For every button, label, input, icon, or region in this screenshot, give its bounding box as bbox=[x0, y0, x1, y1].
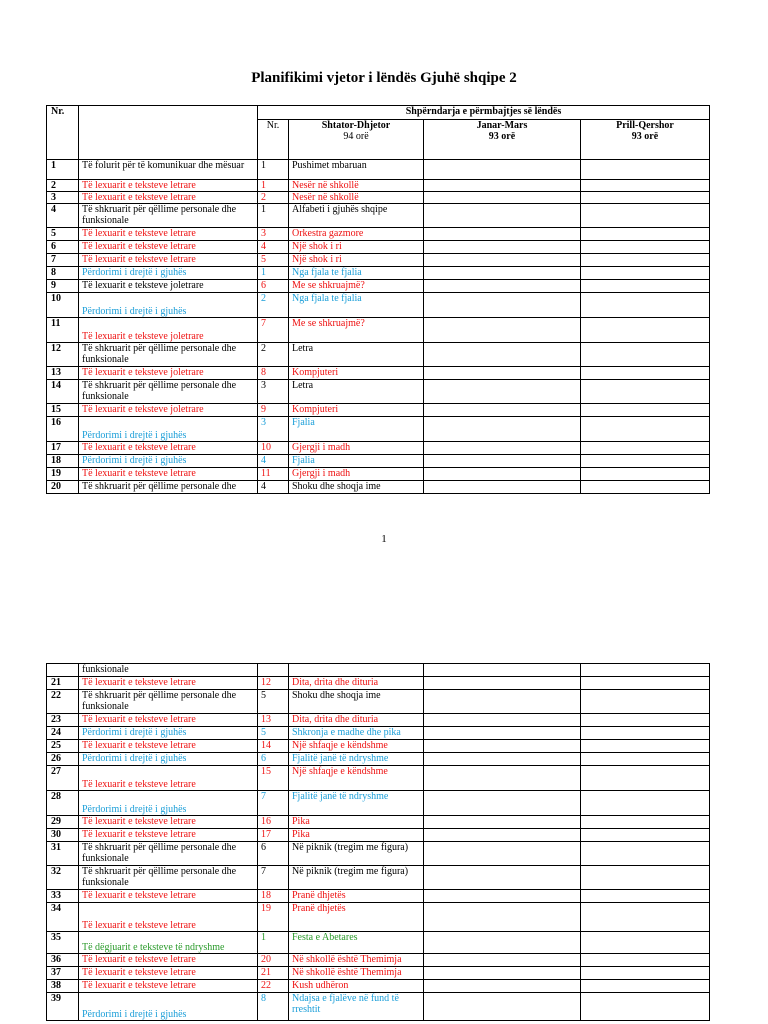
lesson-number: 18 bbox=[258, 890, 289, 903]
term-2-cell bbox=[424, 160, 581, 180]
lesson-topic: Pushimet mbaruan bbox=[289, 160, 424, 180]
term-2-cell bbox=[424, 677, 581, 690]
curriculum-area: Të lexuarit e teksteve letrare bbox=[79, 714, 258, 727]
row-number: 1 bbox=[47, 160, 79, 180]
table-row bbox=[47, 690, 710, 714]
curriculum-area: Të lexuarit e teksteve letrare bbox=[79, 677, 258, 690]
term-2-cell bbox=[424, 455, 581, 468]
row-number: 35 bbox=[47, 932, 79, 954]
term-2-cell bbox=[424, 380, 581, 404]
lesson-number: 8 bbox=[258, 367, 289, 380]
lesson-topic: Një shfaqje e këndshme bbox=[289, 766, 424, 791]
term-2-cell bbox=[424, 228, 581, 241]
table-row bbox=[47, 417, 710, 442]
curriculum-area: Të lexuarit e teksteve letrare bbox=[79, 816, 258, 829]
table-row bbox=[47, 903, 710, 932]
lesson-number: 1 bbox=[258, 267, 289, 280]
curriculum-area: funksionale bbox=[79, 664, 258, 677]
term-3-cell bbox=[581, 192, 710, 204]
curriculum-area: Të lexuarit e teksteve letrare bbox=[79, 766, 258, 791]
curriculum-area: Të lexuarit e teksteve letrare bbox=[79, 967, 258, 980]
term-3-cell bbox=[581, 816, 710, 829]
curriculum-area: Përdorimi i drejtë i gjuhës bbox=[79, 791, 258, 816]
lesson-number: 20 bbox=[258, 954, 289, 967]
lesson-topic: Nesër në shkollë bbox=[289, 192, 424, 204]
curriculum-area: Të lexuarit e teksteve letrare bbox=[79, 954, 258, 967]
curriculum-area: Përdorimi i drejtë i gjuhës bbox=[79, 455, 258, 468]
row-number: 4 bbox=[47, 204, 79, 228]
term-2-cell bbox=[424, 343, 581, 367]
term-2-cell bbox=[424, 816, 581, 829]
term-2-cell bbox=[424, 481, 581, 494]
lesson-topic: Nga fjala te fjalia bbox=[289, 267, 424, 280]
term-2-cell bbox=[424, 664, 581, 677]
lesson-number: 9 bbox=[258, 404, 289, 417]
lesson-number: 1 bbox=[258, 160, 289, 180]
term-2-cell bbox=[424, 903, 581, 932]
term-3-cell bbox=[581, 280, 710, 293]
term-3-cell bbox=[581, 404, 710, 417]
term-3-cell bbox=[581, 980, 710, 993]
curriculum-area: Të lexuarit e teksteve letrare bbox=[79, 442, 258, 455]
lesson-topic: Kush udhëron bbox=[289, 980, 424, 993]
row-number: 24 bbox=[47, 727, 79, 740]
lesson-topic: Shkronja e madhe dhe pika bbox=[289, 727, 424, 740]
term-2-cell bbox=[424, 404, 581, 417]
table-row bbox=[47, 967, 710, 980]
lesson-topic bbox=[289, 664, 424, 677]
curriculum-area: Të lexuarit e teksteve letrare bbox=[79, 228, 258, 241]
curriculum-area: Të lexuarit e teksteve letrare bbox=[79, 980, 258, 993]
row-number: 17 bbox=[47, 442, 79, 455]
lesson-topic: Me se shkruajmë? bbox=[289, 318, 424, 343]
term-3-cell bbox=[581, 380, 710, 404]
term-2-cell bbox=[424, 842, 581, 866]
term-3-cell bbox=[581, 228, 710, 241]
lesson-number: 17 bbox=[258, 829, 289, 842]
row-number: 31 bbox=[47, 842, 79, 866]
table-row bbox=[47, 228, 710, 241]
header-term-1 bbox=[289, 120, 424, 160]
table-row bbox=[47, 993, 710, 1021]
lesson-number: 4 bbox=[258, 455, 289, 468]
term-3-cell bbox=[581, 343, 710, 367]
term-3-cell bbox=[581, 180, 710, 192]
table-row bbox=[47, 442, 710, 455]
lesson-topic: Fjalitë janë të ndryshme bbox=[289, 753, 424, 766]
term-2-cell bbox=[424, 766, 581, 791]
table-row bbox=[47, 404, 710, 417]
lesson-topic: Gjergji i madh bbox=[289, 468, 424, 481]
lesson-number: 7 bbox=[258, 866, 289, 890]
term-2-cell bbox=[424, 267, 581, 280]
lesson-number: 3 bbox=[258, 380, 289, 404]
lesson-topic: Shoku dhe shoqja ime bbox=[289, 481, 424, 494]
lesson-number: 7 bbox=[258, 791, 289, 816]
lesson-topic: Pranë dhjetës bbox=[289, 890, 424, 903]
lesson-number: 19 bbox=[258, 903, 289, 932]
lesson-topic: Në shkollë është Themimja bbox=[289, 954, 424, 967]
term-2-cell bbox=[424, 714, 581, 727]
lesson-number: 22 bbox=[258, 980, 289, 993]
row-number: 27 bbox=[47, 766, 79, 791]
table-row bbox=[47, 866, 710, 890]
term-3-cell bbox=[581, 160, 710, 180]
term-2-cell bbox=[424, 829, 581, 842]
table-row bbox=[47, 160, 710, 180]
term-3-cell bbox=[581, 481, 710, 494]
lesson-topic: Ndajsa e fjalëve në fund të rreshtit bbox=[289, 993, 424, 1021]
curriculum-area: Përdorimi i drejtë i gjuhës bbox=[79, 417, 258, 442]
row-number: 11 bbox=[47, 318, 79, 343]
table-row bbox=[47, 954, 710, 967]
table-row bbox=[47, 204, 710, 228]
term-2-label: Janar-Mars bbox=[476, 120, 528, 131]
lesson-topic: Gjergji i madh bbox=[289, 442, 424, 455]
curriculum-area: Të shkruarit për qëllime personale dhe funksionale bbox=[79, 842, 258, 866]
row-number: 26 bbox=[47, 753, 79, 766]
term-2-cell bbox=[424, 890, 581, 903]
lesson-number: 21 bbox=[258, 967, 289, 980]
term-3-cell bbox=[581, 690, 710, 714]
term-2-cell bbox=[424, 690, 581, 714]
term-3-cell bbox=[581, 727, 710, 740]
curriculum-area: Përdorimi i drejtë i gjuhës bbox=[79, 727, 258, 740]
row-number: 32 bbox=[47, 866, 79, 890]
header-term-2 bbox=[424, 120, 581, 160]
row-number: 38 bbox=[47, 980, 79, 993]
lesson-number bbox=[258, 664, 289, 677]
lesson-number: 7 bbox=[258, 318, 289, 343]
lesson-number: 4 bbox=[258, 481, 289, 494]
table-row bbox=[47, 192, 710, 204]
curriculum-area: Të shkruarit për qëllime personale dhe funksionale bbox=[79, 204, 258, 228]
term-2-hours: 93 orë bbox=[488, 131, 516, 142]
table-row bbox=[47, 753, 710, 766]
table-row bbox=[47, 714, 710, 727]
table-row bbox=[47, 932, 710, 954]
lesson-number: 1 bbox=[258, 932, 289, 954]
lesson-number: 8 bbox=[258, 993, 289, 1021]
lesson-number: 12 bbox=[258, 677, 289, 690]
header-term-3 bbox=[581, 120, 710, 160]
table-row bbox=[47, 829, 710, 842]
term-2-cell bbox=[424, 468, 581, 481]
term-3-cell bbox=[581, 954, 710, 967]
term-2-cell bbox=[424, 791, 581, 816]
lesson-topic: Letra bbox=[289, 380, 424, 404]
lesson-topic: Dita, drita dhe dituria bbox=[289, 677, 424, 690]
table-row bbox=[47, 380, 710, 404]
table-row bbox=[47, 740, 710, 753]
row-number: 9 bbox=[47, 280, 79, 293]
lesson-topic: Në shkollë është Themimja bbox=[289, 967, 424, 980]
term-2-cell bbox=[424, 442, 581, 455]
term-3-cell bbox=[581, 468, 710, 481]
term-2-cell bbox=[424, 866, 581, 890]
lesson-number: 5 bbox=[258, 690, 289, 714]
row-number: 3 bbox=[47, 192, 79, 204]
curriculum-area: Përdorimi i drejtë i gjuhës bbox=[79, 267, 258, 280]
curriculum-area: Të lexuarit e teksteve letrare bbox=[79, 468, 258, 481]
table-row bbox=[47, 241, 710, 254]
table-row bbox=[47, 481, 710, 494]
term-2-cell bbox=[424, 727, 581, 740]
row-number: 23 bbox=[47, 714, 79, 727]
curriculum-area: Të lexuarit e teksteve joletrare bbox=[79, 280, 258, 293]
term-3-cell bbox=[581, 890, 710, 903]
table-row bbox=[47, 816, 710, 829]
lesson-number: 10 bbox=[258, 442, 289, 455]
lesson-topic: Letra bbox=[289, 343, 424, 367]
table-row bbox=[47, 468, 710, 481]
curriculum-area: Të folurit për të komunikuar dhe mësuar bbox=[79, 160, 258, 180]
term-2-cell bbox=[424, 192, 581, 204]
table-row bbox=[47, 766, 710, 791]
table-row bbox=[47, 280, 710, 293]
curriculum-area: Përdorimi i drejtë i gjuhës bbox=[79, 293, 258, 318]
row-number: 22 bbox=[47, 690, 79, 714]
term-3-cell bbox=[581, 417, 710, 442]
term-2-cell bbox=[424, 967, 581, 980]
curriculum-area: Të lexuarit e teksteve letrare bbox=[79, 829, 258, 842]
row-number: 37 bbox=[47, 967, 79, 980]
row-number: 19 bbox=[47, 468, 79, 481]
table-row bbox=[47, 180, 710, 192]
lesson-topic: Fjalitë janë të ndryshme bbox=[289, 791, 424, 816]
lesson-topic: Orkestra gazmore bbox=[289, 228, 424, 241]
curriculum-area: Të lexuarit e teksteve letrare bbox=[79, 192, 258, 204]
term-3-cell bbox=[581, 367, 710, 380]
row-number: 5 bbox=[47, 228, 79, 241]
row-number: 25 bbox=[47, 740, 79, 753]
term-3-cell bbox=[581, 442, 710, 455]
term-3-label: Prill-Qershor bbox=[616, 120, 674, 131]
row-number: 13 bbox=[47, 367, 79, 380]
curriculum-area: Të lexuarit e teksteve letrare bbox=[79, 254, 258, 267]
lesson-topic: Nesër në shkollë bbox=[289, 180, 424, 192]
row-number: 15 bbox=[47, 404, 79, 417]
curriculum-area: Të lexuarit e teksteve letrare bbox=[79, 890, 258, 903]
term-3-hours: 93 orë bbox=[631, 131, 659, 142]
row-number: 20 bbox=[47, 481, 79, 494]
lesson-number: 2 bbox=[258, 192, 289, 204]
lesson-number: 4 bbox=[258, 241, 289, 254]
lesson-topic: Alfabeti i gjuhës shqipe bbox=[289, 204, 424, 228]
term-1-hours: 94 orë bbox=[343, 131, 369, 142]
table-row bbox=[47, 293, 710, 318]
term-3-cell bbox=[581, 903, 710, 932]
term-2-cell bbox=[424, 993, 581, 1021]
curriculum-area: Të lexuarit e teksteve joletrare bbox=[79, 404, 258, 417]
term-3-cell bbox=[581, 204, 710, 228]
row-number: 2 bbox=[47, 180, 79, 192]
row-number: 18 bbox=[47, 455, 79, 468]
plan-table-page-1 bbox=[46, 105, 710, 494]
term-2-cell bbox=[424, 954, 581, 967]
lesson-number: 3 bbox=[258, 228, 289, 241]
lesson-topic: Një shok i ri bbox=[289, 254, 424, 267]
row-number: 7 bbox=[47, 254, 79, 267]
curriculum-area: Të shkruarit për qëllime personale dhe bbox=[79, 481, 258, 494]
term-2-cell bbox=[424, 367, 581, 380]
curriculum-area: Përdorimi i drejtë i gjuhës bbox=[79, 753, 258, 766]
table-row bbox=[47, 890, 710, 903]
lesson-topic: Me se shkruajmë? bbox=[289, 280, 424, 293]
curriculum-area: Të lexuarit e teksteve letrare bbox=[79, 740, 258, 753]
curriculum-area: Të shkruarit për qëllime personale dhe funksionale bbox=[79, 866, 258, 890]
term-3-cell bbox=[581, 740, 710, 753]
lesson-number: 15 bbox=[258, 766, 289, 791]
table-row bbox=[47, 664, 710, 677]
lesson-topic: Një shfaqje e këndshme bbox=[289, 740, 424, 753]
row-number: 21 bbox=[47, 677, 79, 690]
row-number: 33 bbox=[47, 890, 79, 903]
lesson-number: 5 bbox=[258, 727, 289, 740]
table-row bbox=[47, 677, 710, 690]
term-2-cell bbox=[424, 204, 581, 228]
header-nr: Nr. bbox=[47, 106, 79, 160]
term-3-cell bbox=[581, 241, 710, 254]
lesson-topic: Festa e Abetares bbox=[289, 932, 424, 954]
term-3-cell bbox=[581, 254, 710, 267]
term-3-cell bbox=[581, 664, 710, 677]
row-number: 10 bbox=[47, 293, 79, 318]
lesson-number: 6 bbox=[258, 280, 289, 293]
term-3-cell bbox=[581, 993, 710, 1021]
lesson-topic: Pranë dhjetës bbox=[289, 903, 424, 932]
table-row bbox=[47, 367, 710, 380]
curriculum-area: Të lexuarit e teksteve letrare bbox=[79, 903, 258, 932]
table-row bbox=[47, 980, 710, 993]
term-2-cell bbox=[424, 241, 581, 254]
lesson-topic: Nga fjala te fjalia bbox=[289, 293, 424, 318]
row-number: 6 bbox=[47, 241, 79, 254]
lesson-topic: Shoku dhe shoqja ime bbox=[289, 690, 424, 714]
term-2-cell bbox=[424, 254, 581, 267]
lesson-number: 6 bbox=[258, 753, 289, 766]
term-3-cell bbox=[581, 791, 710, 816]
row-number: 30 bbox=[47, 829, 79, 842]
curriculum-area: Të shkruarit për qëllime personale dhe funksionale bbox=[79, 343, 258, 367]
term-2-cell bbox=[424, 753, 581, 766]
term-3-cell bbox=[581, 714, 710, 727]
table-row bbox=[47, 455, 710, 468]
lesson-topic: Fjalia bbox=[289, 455, 424, 468]
lesson-topic: Pika bbox=[289, 816, 424, 829]
curriculum-area: Përdorimi i drejtë i gjuhës bbox=[79, 993, 258, 1021]
term-3-cell bbox=[581, 829, 710, 842]
term-3-cell bbox=[581, 293, 710, 318]
term-1-label: Shtator-Dhjetor bbox=[321, 120, 391, 131]
header-area-empty bbox=[79, 106, 258, 160]
page-number: 1 bbox=[381, 533, 387, 545]
term-3-cell bbox=[581, 842, 710, 866]
curriculum-area: Të shkruarit për qëllime personale dhe funksionale bbox=[79, 380, 258, 404]
term-3-cell bbox=[581, 677, 710, 690]
table-row bbox=[47, 254, 710, 267]
curriculum-area: Të dëgjuarit e teksteve të ndryshme bbox=[79, 932, 258, 954]
lesson-number: 11 bbox=[258, 468, 289, 481]
term-3-cell bbox=[581, 267, 710, 280]
term-3-cell bbox=[581, 967, 710, 980]
row-number bbox=[47, 664, 79, 677]
lesson-topic: Dita, drita dhe dituria bbox=[289, 714, 424, 727]
lesson-topic: Pika bbox=[289, 829, 424, 842]
lesson-number: 1 bbox=[258, 204, 289, 228]
curriculum-area: Të lexuarit e teksteve letrare bbox=[79, 241, 258, 254]
row-number: 14 bbox=[47, 380, 79, 404]
row-number: 29 bbox=[47, 816, 79, 829]
header-sub-nr: Nr. bbox=[258, 120, 289, 160]
lesson-number: 13 bbox=[258, 714, 289, 727]
document-title: Planifikimi vjetor i lëndës Gjuhë shqipe 2 bbox=[251, 70, 517, 86]
lesson-topic: Një shok i ri bbox=[289, 241, 424, 254]
term-2-cell bbox=[424, 180, 581, 192]
curriculum-area: Të lexuarit e teksteve joletrare bbox=[79, 367, 258, 380]
lesson-number: 16 bbox=[258, 816, 289, 829]
lesson-topic: Kompjuteri bbox=[289, 404, 424, 417]
curriculum-area: Të shkruarit për qëllime personale dhe funksionale bbox=[79, 690, 258, 714]
term-2-cell bbox=[424, 280, 581, 293]
term-2-cell bbox=[424, 293, 581, 318]
row-number: 28 bbox=[47, 791, 79, 816]
lesson-topic: Në piknik (tregim me figura) bbox=[289, 866, 424, 890]
lesson-number: 2 bbox=[258, 343, 289, 367]
lesson-number: 5 bbox=[258, 254, 289, 267]
term-2-cell bbox=[424, 932, 581, 954]
lesson-topic: Fjalia bbox=[289, 417, 424, 442]
table-row bbox=[47, 727, 710, 740]
lesson-number: 6 bbox=[258, 842, 289, 866]
row-number: 16 bbox=[47, 417, 79, 442]
plan-table-page-2 bbox=[46, 663, 710, 1021]
header-distribution: Shpërndarja e përmbajtjes së lëndës bbox=[258, 106, 710, 120]
table-row bbox=[47, 842, 710, 866]
term-2-cell bbox=[424, 318, 581, 343]
lesson-number: 1 bbox=[258, 180, 289, 192]
table-row bbox=[47, 343, 710, 367]
table-row bbox=[47, 791, 710, 816]
term-3-cell bbox=[581, 932, 710, 954]
term-3-cell bbox=[581, 318, 710, 343]
curriculum-area: Të lexuarit e teksteve letrare bbox=[79, 180, 258, 192]
term-2-cell bbox=[424, 417, 581, 442]
lesson-topic: Kompjuteri bbox=[289, 367, 424, 380]
lesson-number: 3 bbox=[258, 417, 289, 442]
row-number: 39 bbox=[47, 993, 79, 1021]
row-number: 36 bbox=[47, 954, 79, 967]
table-row bbox=[47, 318, 710, 343]
term-2-cell bbox=[424, 980, 581, 993]
lesson-number: 14 bbox=[258, 740, 289, 753]
term-3-cell bbox=[581, 753, 710, 766]
term-2-cell bbox=[424, 740, 581, 753]
row-number: 12 bbox=[47, 343, 79, 367]
row-number: 34 bbox=[47, 903, 79, 932]
term-3-cell bbox=[581, 766, 710, 791]
lesson-number: 2 bbox=[258, 293, 289, 318]
lesson-topic: Në piknik (tregim me figura) bbox=[289, 842, 424, 866]
table-row bbox=[47, 267, 710, 280]
curriculum-area: Të lexuarit e teksteve joletrare bbox=[79, 318, 258, 343]
term-3-cell bbox=[581, 455, 710, 468]
row-number: 8 bbox=[47, 267, 79, 280]
term-3-cell bbox=[581, 866, 710, 890]
